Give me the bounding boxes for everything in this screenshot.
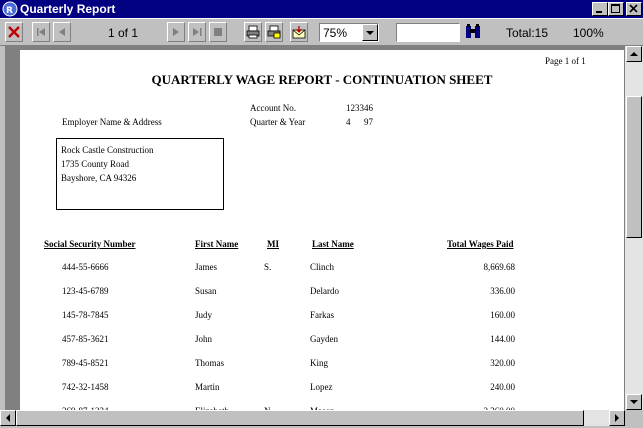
- vertical-scroll-thumb[interactable]: [626, 96, 642, 238]
- next-page-button[interactable]: [167, 22, 185, 42]
- last-name-cell: Farkas: [310, 310, 334, 320]
- last-page-icon: [190, 25, 204, 39]
- maximize-button[interactable]: [608, 2, 624, 16]
- previous-page-button[interactable]: [53, 22, 71, 42]
- first-name-cell: James: [195, 262, 217, 272]
- column-header-mi: MI: [267, 239, 279, 249]
- zoom-dropdown-button[interactable]: [362, 24, 378, 41]
- first-name-cell: Susan: [195, 286, 217, 296]
- maximize-icon: [609, 3, 623, 15]
- ssn-cell: 457-85-3621: [62, 334, 109, 344]
- toolbar: [0, 18, 643, 46]
- horizontal-scroll-thumb[interactable]: [16, 410, 584, 426]
- wages-cell: 8,669.68: [483, 262, 515, 272]
- first-name-cell: Martin: [195, 382, 220, 392]
- arrow-right-icon: [610, 411, 624, 425]
- next-page-icon: [169, 25, 183, 39]
- address-line: Bayshore, CA 94326: [61, 173, 137, 183]
- binoculars-icon: [463, 23, 483, 41]
- report-page: [20, 50, 624, 410]
- column-header-ssn: Social Security Number: [44, 239, 136, 249]
- ssn-cell: 123-45-6789: [62, 286, 109, 296]
- ssn-cell: 145-78-7845: [62, 310, 109, 320]
- zoom-percent-label: 100%: [573, 26, 604, 40]
- page-number-label: Page 1 of 1: [545, 56, 586, 66]
- scrollbar-corner: [625, 410, 643, 426]
- red-x-icon: [7, 25, 21, 39]
- scroll-up-button[interactable]: [626, 46, 642, 62]
- column-header-last-name: Last Name: [312, 239, 354, 249]
- last-name-cell: King: [310, 358, 328, 368]
- zoom-select[interactable]: [319, 23, 379, 42]
- stop-button[interactable]: [209, 22, 227, 42]
- last-name-cell: Gayden: [310, 334, 338, 344]
- report-title: QUARTERLY WAGE REPORT - CONTINUATION SHEET: [151, 72, 493, 87]
- wages-cell: 336.00: [490, 286, 515, 296]
- wages-cell: 160.00: [490, 310, 515, 320]
- wages-cell: 144.00: [490, 334, 515, 344]
- minimize-button[interactable]: [592, 2, 608, 16]
- viewer-left-edge: [0, 46, 5, 410]
- printer-icon: [246, 25, 260, 39]
- envelope-export-icon: [292, 25, 306, 39]
- page-indicator: 1 of 1: [108, 26, 139, 40]
- ssn-cell: 444-55-6666: [62, 262, 109, 272]
- print-button[interactable]: [244, 22, 262, 42]
- first-name-cell: Thomas: [195, 358, 224, 368]
- scroll-left-button[interactable]: [0, 410, 16, 426]
- account-label: Account No.: [250, 103, 296, 113]
- chevron-down-icon: [363, 25, 377, 40]
- wages-cell: 320.00: [490, 358, 515, 368]
- title-bar: [0, 0, 643, 18]
- ssn-cell: 742-32-1458: [62, 382, 109, 392]
- scroll-down-button[interactable]: [626, 394, 642, 410]
- stop-icon: [211, 25, 225, 39]
- arrow-down-icon: [627, 395, 641, 409]
- vertical-scrollbar[interactable]: [625, 46, 643, 410]
- column-header-first-name: First Name: [195, 239, 239, 249]
- previous-page-icon: [55, 25, 69, 39]
- first-name-cell: Judy: [195, 310, 213, 320]
- first-name-cell: John: [195, 334, 213, 344]
- arrow-left-icon: [1, 411, 15, 425]
- print-setup-button[interactable]: [265, 22, 283, 42]
- svg-text:R: R: [6, 6, 13, 16]
- zoom-select-value: 75%: [323, 26, 348, 40]
- employer-label: Employer Name & Address: [62, 117, 162, 127]
- horizontal-scrollbar[interactable]: [0, 410, 625, 426]
- quarter-label: Quarter & Year: [250, 117, 306, 127]
- find-text-input[interactable]: [396, 23, 460, 42]
- last-name-cell: Delardo: [310, 286, 339, 296]
- wages-cell: 240.00: [490, 382, 515, 392]
- address-line: Rock Castle Construction: [61, 145, 154, 155]
- first-page-button[interactable]: [32, 22, 50, 42]
- address-line: 1735 County Road: [61, 159, 130, 169]
- close-window-button[interactable]: [626, 2, 642, 16]
- minimize-icon: [593, 3, 607, 15]
- ssn-cell: 789-45-8521: [62, 358, 109, 368]
- quarter-value: 4: [346, 117, 351, 127]
- account-value: 123346: [346, 103, 373, 113]
- column-header-total-wages: Total Wages Paid: [447, 239, 514, 249]
- employer-address-box: [56, 138, 224, 210]
- report-viewer: [0, 46, 643, 426]
- arrow-up-icon: [627, 47, 641, 61]
- last-page-button[interactable]: [188, 22, 206, 42]
- cancel-button[interactable]: [5, 22, 23, 42]
- total-records-label: Total:15: [506, 26, 549, 40]
- export-button[interactable]: [290, 22, 308, 42]
- scroll-right-button[interactable]: [609, 410, 625, 426]
- print-setup-icon: [267, 25, 281, 39]
- report-app-icon: [2, 1, 18, 17]
- mi-cell: S.: [264, 262, 272, 272]
- last-name-cell: Lopez: [310, 382, 333, 392]
- find-button[interactable]: [463, 23, 485, 43]
- last-name-cell: Clinch: [310, 262, 334, 272]
- close-icon: [627, 3, 641, 15]
- year-value: 97: [364, 117, 373, 127]
- window-title: Quarterly Report: [20, 2, 116, 16]
- first-page-icon: [34, 25, 48, 39]
